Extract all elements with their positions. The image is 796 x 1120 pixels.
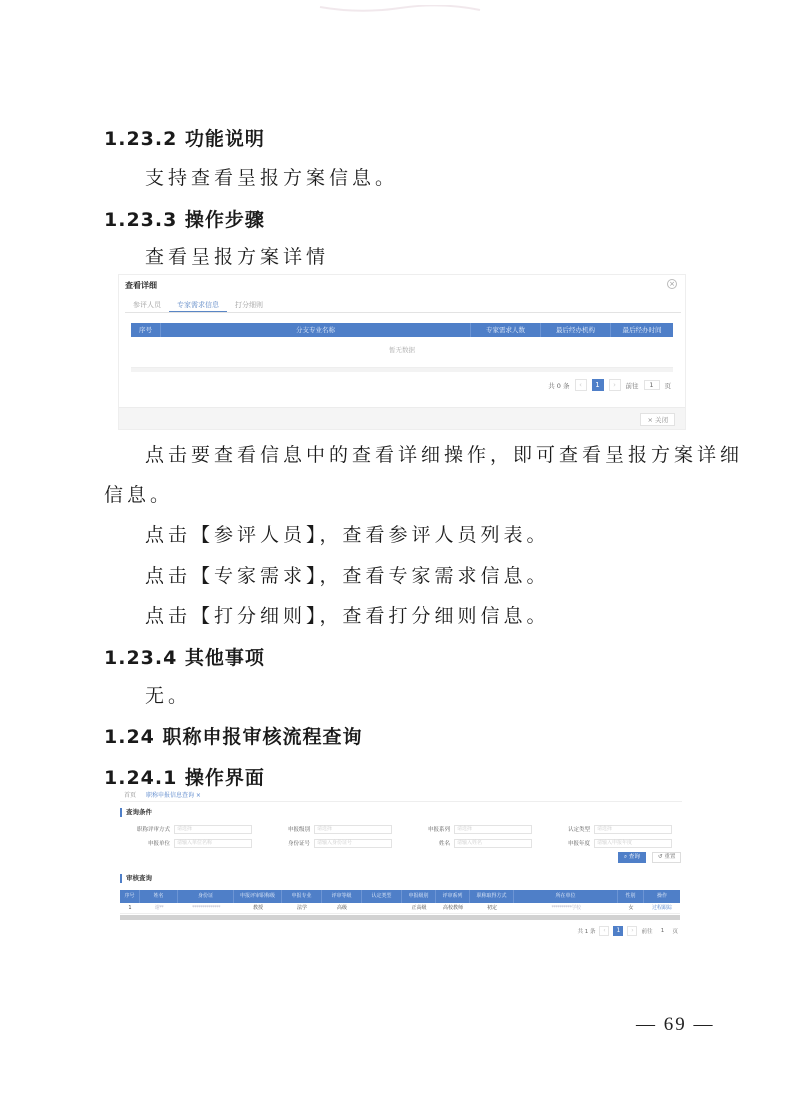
reset-button[interactable] (652, 852, 681, 863)
filter-label: 认定类型 (567, 827, 590, 833)
tab-participants[interactable]: 参评人员 (133, 301, 161, 309)
reset-icon: ↺ (658, 854, 663, 860)
breadcrumb-current[interactable]: 职称申报信息查询 × (146, 792, 201, 799)
cell-id: ************** (192, 905, 220, 911)
column-header: 评审系列 (436, 890, 470, 903)
paragraph-desc-line1: 点击要查看信息中的查看详细操作，即可查看呈报方案详细 (145, 444, 744, 466)
filter-label: 身份证号 (287, 841, 310, 847)
column-header: 申报专业 (282, 890, 322, 903)
heading-1-24-1: 1.24.1 操作界面 (104, 767, 265, 789)
scan-artifact (300, 0, 500, 10)
filter-label: 申报系列 (427, 827, 450, 833)
cell-gender: 女 (628, 905, 634, 911)
cell-index: 1 (128, 905, 132, 911)
heading-1-23-3: 1.23.3 操作步骤 (104, 209, 265, 231)
id-number-input[interactable]: 请输入身份证号 (314, 839, 392, 848)
tab-expert-demand[interactable]: 专家需求信息 (169, 297, 227, 312)
page-button[interactable]: 1 (592, 379, 604, 391)
screenshot-view-detail (118, 274, 686, 430)
goto-label: 前往 (641, 929, 653, 935)
column-header: 职称取得方式 (470, 890, 514, 903)
series-select[interactable]: 请选择 (454, 825, 532, 834)
filter-row-1 (118, 824, 680, 836)
tab-scoring-rules[interactable]: 打分细则 (235, 301, 263, 309)
cell-title: 教授 (252, 905, 263, 911)
cell-unit: **********学校 (551, 905, 581, 911)
paragraph-1-23-3: 查看呈报方案详情 (145, 246, 330, 268)
bullet-participants: 点击【参评人员】，查看参评人员列表。 (145, 524, 550, 546)
dialog-title: 查看详细 (125, 281, 157, 290)
page-unit: 页 (672, 929, 678, 935)
search-button[interactable] (618, 852, 646, 863)
next-page-icon[interactable]: › (609, 379, 621, 391)
filter-label: 申报单位 (147, 841, 170, 847)
goto-input[interactable]: 1 (660, 928, 665, 934)
process-trace-link[interactable]: 过程跟踪 (651, 905, 672, 911)
column-header: 最后经办机构 (541, 323, 611, 337)
cell-name: 谢** (154, 905, 164, 911)
pagination (548, 379, 671, 391)
paragraph-1-23-2: 支持查看呈报方案信息。 (145, 167, 399, 189)
table-header (131, 323, 673, 337)
filter-row-2 (118, 838, 680, 850)
close-button[interactable]: × 关闭 (640, 413, 675, 426)
total-count: 共 1 条 (577, 929, 596, 935)
column-header: 申报级别 (402, 890, 436, 903)
dialog-footer (119, 407, 685, 429)
page-unit: 页 (664, 381, 671, 390)
tab-bar (125, 297, 681, 313)
next-page-icon[interactable]: › (627, 926, 637, 936)
horizontal-scrollbar[interactable] (131, 367, 673, 372)
breadcrumb (120, 790, 682, 802)
prev-page-icon[interactable]: ‹ (599, 926, 609, 936)
filter-label: 职称评审方式 (136, 827, 170, 833)
total-count: 共 0 条 (548, 381, 570, 390)
query-section-title: 查询条件 (120, 808, 152, 817)
goto-input[interactable]: 1 (644, 380, 660, 390)
column-header: 操作 (656, 893, 667, 899)
cell-type (362, 903, 402, 913)
table-header (120, 890, 680, 903)
page-button[interactable]: 1 (613, 926, 623, 936)
list-section-title: 审核查询 (120, 874, 152, 883)
column-header: 分支专业名称 (161, 323, 471, 337)
column-header: 序号 (120, 890, 140, 903)
level-select[interactable]: 请选择 (314, 825, 392, 834)
paragraph-1-23-4: 无。 (145, 685, 192, 707)
heading-1-23-2: 1.23.2 功能说明 (104, 128, 265, 150)
column-header: 姓名 (140, 890, 178, 903)
cell-major: 法学 (296, 905, 307, 911)
column-header: 身份证 (178, 890, 234, 903)
table-row (120, 903, 680, 914)
cell-level: 正高级 (411, 905, 427, 911)
horizontal-scrollbar[interactable] (120, 915, 680, 920)
paragraph-desc-line2: 信息。 (104, 484, 174, 506)
filter-label: 姓名 (438, 841, 450, 847)
column-header: 序号 (131, 323, 161, 337)
pagination (577, 926, 678, 936)
column-header: 申报评审职称级 (234, 890, 282, 903)
bullet-scoring-rules: 点击【打分细则】，查看打分细则信息。 (145, 605, 550, 627)
column-header: 评审等级 (322, 890, 362, 903)
filter-label: 申报级别 (287, 827, 310, 833)
breadcrumb-home[interactable]: 首页 (124, 792, 137, 799)
year-input[interactable]: 请输入申报年度 (594, 839, 672, 848)
heading-1-24: 1.24 职称申报审核流程查询 (104, 726, 363, 748)
search-icon: ⌕ (624, 854, 628, 860)
search-label: 查询 (628, 854, 640, 860)
reset-label: 重置 (664, 854, 676, 860)
column-header: 认定类型 (362, 890, 402, 903)
review-method-select[interactable]: 请选择 (174, 825, 252, 834)
cell-method: 初定 (486, 905, 497, 911)
column-header: 所在单位 (514, 890, 618, 903)
name-input[interactable]: 请输入姓名 (454, 839, 532, 848)
type-select[interactable]: 请选择 (594, 825, 672, 834)
empty-state: 暂无数据 (389, 346, 415, 354)
bullet-expert-demand: 点击【专家需求】，查看专家需求信息。 (145, 565, 550, 587)
column-header: 性别 (618, 890, 644, 903)
prev-page-icon[interactable]: ‹ (575, 379, 587, 391)
close-icon[interactable]: × (667, 279, 677, 289)
column-header: 最后经办时间 (622, 326, 662, 334)
column-header: 专家需求人数 (471, 323, 541, 337)
screenshot-review-query (118, 790, 684, 938)
filter-label: 申报年度 (567, 841, 590, 847)
page-number: — 69 — (636, 1014, 715, 1035)
cell-series: 高校教师 (442, 905, 463, 911)
heading-1-23-4: 1.23.4 其他事项 (104, 647, 265, 669)
unit-input[interactable]: 请输入单位名称 (174, 839, 252, 848)
goto-label: 前往 (625, 381, 639, 390)
cell-grade: 高级 (336, 905, 347, 911)
